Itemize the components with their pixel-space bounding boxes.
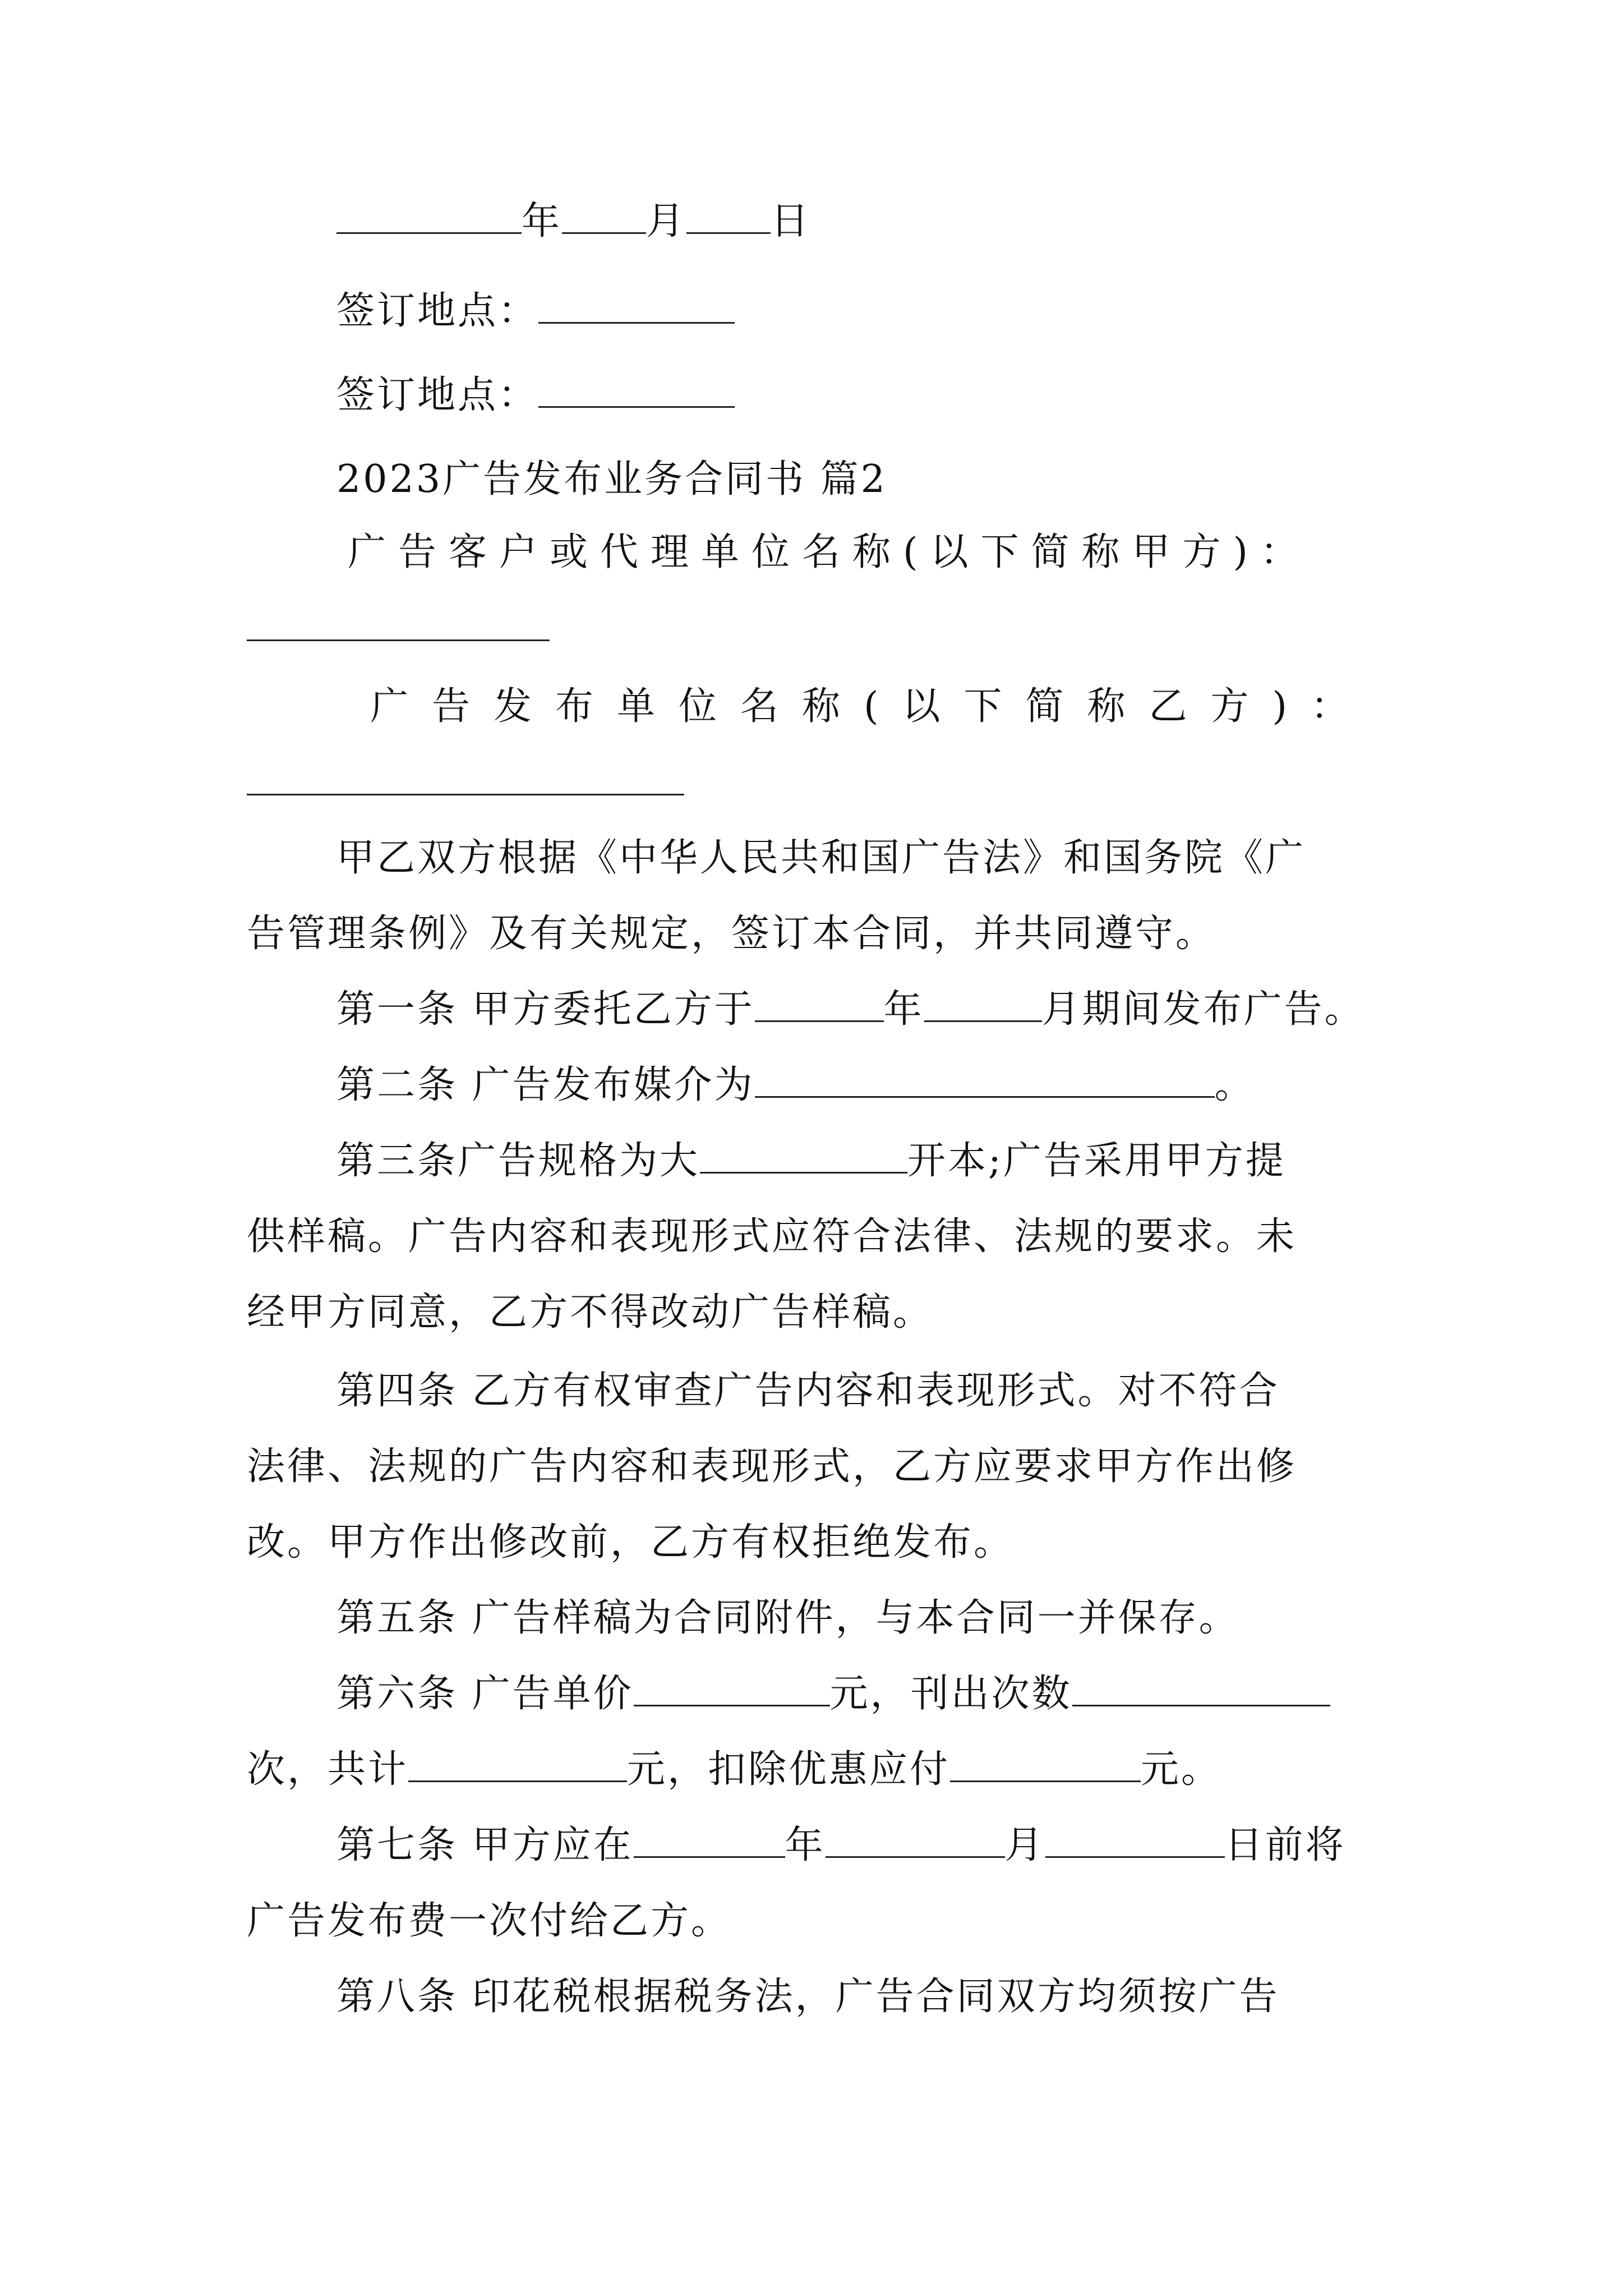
article-1-month-blank[interactable] <box>924 986 1042 1022</box>
sign-place-label-1: 签订地点： <box>336 289 539 333</box>
article-3-line-2: 供样稿。广告内容和表现形式应符合法律、法规的要求。未 <box>247 1214 1297 1259</box>
article-6-line-2 <box>247 1742 1221 1798</box>
date-line <box>336 194 811 250</box>
article-4-line-3: 改。甲方作出修改前，乙方有权拒绝发布。 <box>247 1520 1015 1565</box>
day-label: 日 <box>771 199 811 243</box>
article-6-total-blank[interactable] <box>408 1746 627 1782</box>
article-6-text-b: 元，刊出次数 <box>829 1672 1072 1716</box>
article-3-line-3: 经甲方同意，乙方不得改动广告样稿。 <box>247 1290 934 1335</box>
article-6-text-c: 次，共计 <box>247 1747 409 1792</box>
article-6-text-d: 元，扣除优惠应付 <box>627 1747 951 1792</box>
article-3-text-b: 开本;广告采用甲方提 <box>907 1139 1286 1183</box>
article-7-month-blank[interactable] <box>826 1821 1005 1858</box>
sign-place-line-1 <box>336 283 735 339</box>
party-b-blank[interactable] <box>247 794 684 795</box>
section-title: 2023广告发布业务合同书 篇2 <box>336 457 887 501</box>
sign-place-blank-2[interactable] <box>538 371 735 408</box>
article-6-payable-blank[interactable] <box>950 1746 1141 1782</box>
article-1-text-c: 月期间发布广告。 <box>1041 987 1365 1032</box>
article-7-year-blank[interactable] <box>634 1821 785 1858</box>
day-blank[interactable] <box>686 197 771 234</box>
intro-line-1: 甲乙双方根据《中华人民共和国广告法》和国务院《广 <box>336 836 1306 880</box>
article-6-line-1 <box>336 1666 1330 1722</box>
party-a-label: 广告客户或代理单位名称(以下简称甲方)： <box>348 530 1311 574</box>
article-7-month-label: 月 <box>1004 1823 1045 1867</box>
party-a-blank[interactable] <box>247 639 550 641</box>
article-1-year-label: 年 <box>883 987 924 1032</box>
article-8-line-1: 第八条 印花税根据税务法，广告合同双方均须按广告 <box>336 1975 1280 2019</box>
article-1-text-a: 第一条 甲方委托乙方于 <box>336 987 755 1032</box>
article-3-text-a: 第三条广告规格为大 <box>336 1139 700 1183</box>
article-1-year-blank[interactable] <box>755 986 884 1022</box>
article-2-media-blank[interactable] <box>755 1061 1215 1098</box>
month-label: 月 <box>646 199 687 243</box>
article-7-text-a: 第七条 甲方应在 <box>336 1823 634 1867</box>
article-6-unit-price-blank[interactable] <box>634 1670 830 1706</box>
article-6-text-e: 元。 <box>1141 1747 1222 1792</box>
article-4-line-2: 法律、法规的广告内容和表现形式，乙方应要求甲方作出修 <box>247 1444 1297 1489</box>
article-6-times-blank[interactable] <box>1072 1670 1330 1706</box>
article-7-day-blank[interactable] <box>1045 1821 1225 1858</box>
article-7-line-2: 广告发布费一次付给乙方。 <box>247 1899 732 1943</box>
article-4-line-1: 第四条 乙方有权审查广告内容和表现形式。对不符合 <box>336 1369 1280 1413</box>
month-blank[interactable] <box>562 197 646 234</box>
article-5: 第五条 广告样稿为合同附件，与本合同一并保存。 <box>336 1596 1239 1640</box>
year-label: 年 <box>522 199 562 243</box>
article-2-text-b: 。 <box>1214 1063 1255 1107</box>
party-b-label: 广告发布单位名称(以下简称乙方)： <box>370 684 1373 729</box>
article-7-line-1 <box>336 1818 1346 1874</box>
sign-place-blank-1[interactable] <box>538 287 735 324</box>
article-2 <box>336 1057 1255 1114</box>
article-2-text-a: 第二条 广告发布媒介为 <box>336 1063 755 1107</box>
article-7-year-label: 年 <box>785 1823 826 1867</box>
sign-place-line-2 <box>336 367 735 424</box>
intro-line-2: 告管理条例》及有关规定，签订本合同，并共同遵守。 <box>247 912 1216 956</box>
article-3-line-1 <box>336 1133 1286 1189</box>
year-blank[interactable] <box>336 197 522 234</box>
article-1 <box>336 982 1365 1038</box>
article-7-text-d: 日前将 <box>1224 1823 1346 1867</box>
sign-place-label-2: 签订地点： <box>336 373 539 417</box>
article-6-text-a: 第六条 广告单价 <box>336 1672 634 1716</box>
article-3-size-blank[interactable] <box>700 1137 907 1174</box>
